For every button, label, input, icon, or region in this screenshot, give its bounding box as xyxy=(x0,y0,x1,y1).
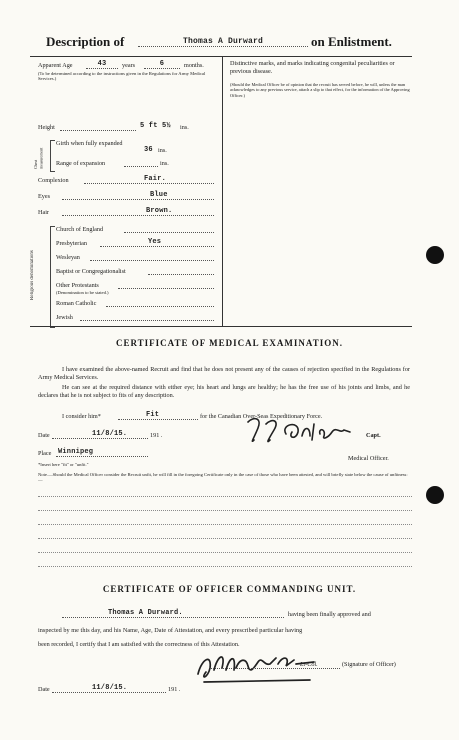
presbyterian-value: Yes xyxy=(148,238,162,246)
signature-of-officer-label: (Signature of Officer) xyxy=(342,661,396,668)
girth-value: 36 xyxy=(144,146,153,154)
age-months-value: 6 xyxy=(144,60,180,69)
hair-value: Brown. xyxy=(146,207,173,215)
girth-unit: ins. xyxy=(158,147,167,154)
consider-prefix: I consider him* xyxy=(62,413,101,420)
commanding-year-print: 191 . xyxy=(168,686,181,693)
commanding-name-dots xyxy=(62,617,284,618)
jewish-dots xyxy=(80,320,214,321)
distinctive-marks-note: (Should the Medical Officer be of opinion that the recruit has served before, he will, unless the man acknowledges to any previous service, attach a slip to that effect, for the information of the Approving Officer.) xyxy=(230,82,410,98)
medical-officer-rank: Capt. xyxy=(366,432,381,439)
medical-year-print: 191 . xyxy=(150,432,163,439)
chest-label: Chest measurement xyxy=(33,147,44,169)
wesleyan-dots xyxy=(90,260,214,261)
cause-line-1 xyxy=(38,496,412,497)
top-rule xyxy=(30,56,412,57)
co-signature-dots xyxy=(210,668,340,669)
religion-wesleyan: Wesleyan xyxy=(56,254,80,261)
religion-other-note: (Denomination to be stated.) xyxy=(56,290,109,295)
chest-bracket xyxy=(50,140,55,172)
other-dots xyxy=(118,288,214,289)
cause-line-2 xyxy=(38,510,412,511)
height-label: Height xyxy=(38,124,55,131)
distinctive-marks-label: Distinctive marks, and marks indicating congenital peculiarities or previous disease. xyxy=(230,60,395,75)
church-dots xyxy=(124,232,214,233)
hair-dots xyxy=(62,215,214,216)
age-note: (To be determined according to the instructions given in the Regulations for Army Medical Services.) xyxy=(38,71,206,82)
girth-label: Girth when fully expanded xyxy=(56,140,123,147)
place-label: Place xyxy=(38,450,52,457)
complexion-dots xyxy=(84,183,214,184)
header-prefix: Description of xyxy=(46,34,125,49)
religion-label: Religious denominations xyxy=(30,250,35,300)
eyes-label: Eyes xyxy=(38,193,51,200)
commanding-date-value: 11/8/15. xyxy=(92,684,128,692)
months-label: months. xyxy=(184,62,204,69)
religion-bracket xyxy=(50,226,55,328)
years-label: years xyxy=(122,62,136,69)
religion-presbyterian: Presbyterian xyxy=(56,240,87,247)
commanding-date-label: Date xyxy=(38,686,50,693)
fit-footnote: *Insert here "fit" or "unfit." xyxy=(38,462,89,467)
medical-officer-label: Medical Officer. xyxy=(348,455,389,462)
cause-line-4 xyxy=(38,538,412,539)
religion-jewish: Jewish xyxy=(56,314,73,321)
medical-para1: I have examined the above-named Recruit and find that he does not present any of the causes of rejection specified in the Regulations for Army Medical Services. xyxy=(38,366,410,381)
medical-heading: CERTIFICATE OF MEDICAL EXAMINATION. xyxy=(115,338,344,348)
cause-line-6 xyxy=(38,566,412,567)
punch-hole-upper xyxy=(426,246,444,264)
commanding-date-dots xyxy=(52,692,166,693)
commanding-heading: CERTIFICATE OF OFFICER COMMANDING UNIT. xyxy=(102,584,357,594)
height-value: 5 ft 5½ xyxy=(140,122,171,130)
eyes-value: Blue xyxy=(150,191,168,199)
place-value: Winnipeg xyxy=(58,448,94,456)
apparent-age-label: Apparent Age xyxy=(38,62,73,69)
consider-dots xyxy=(118,419,198,420)
height-unit: ins. xyxy=(180,124,189,131)
expansion-label: Range of expansion xyxy=(56,160,106,167)
fitness-value: Fit xyxy=(146,411,160,419)
age-years-value: 43 xyxy=(86,60,118,69)
commanding-line3: been recorded, I certify that I am satisfied with the correctness of this Attestation. xyxy=(38,641,240,648)
height-dots xyxy=(60,130,136,131)
religion-other: Other Protestants xyxy=(56,282,99,289)
medical-date-dots xyxy=(52,438,148,439)
commanding-line2: inspected by me this day, and his Name, Age, Date of Attestation, and every prescribed particular having xyxy=(38,627,303,634)
place-dots xyxy=(56,456,148,457)
cause-line-3 xyxy=(38,524,412,525)
expansion-unit: ins. xyxy=(160,160,169,167)
eyes-dots xyxy=(62,199,214,200)
complexion-label: Complexion xyxy=(38,177,69,184)
recruit-name: Thomas A Durward xyxy=(138,37,308,47)
header-suffix: on Enlistment. xyxy=(311,34,392,49)
commanding-name: Thomas A Durward. xyxy=(108,609,183,617)
cause-line-5 xyxy=(38,552,412,553)
medical-date-value: 11/8/15. xyxy=(92,430,128,438)
column-divider xyxy=(222,56,223,326)
medical-officer-signature xyxy=(240,414,360,448)
unfit-note: Note.—Should the Medical Officer consider the Recruit unfit, he will fill in the foregoing Certificate only in the case of those who have been attested, and will briefly state below the cause of unfitness:— xyxy=(38,472,408,483)
commanding-rank: Lt-Col. xyxy=(300,661,318,668)
baptist-dots xyxy=(148,274,214,275)
commanding-line1-suffix: having been finally approved and xyxy=(288,611,371,618)
catholic-dots xyxy=(106,306,214,307)
religion-church-of-england: Church of England xyxy=(56,226,104,233)
religion-baptist: Baptist or Congregationalist xyxy=(56,268,126,275)
punch-hole-lower xyxy=(426,486,444,504)
religion-catholic: Roman Catholic xyxy=(56,300,97,307)
complexion-value: Fair. xyxy=(144,175,167,183)
presbyterian-dots xyxy=(100,246,214,247)
medical-date-label: Date xyxy=(38,432,50,439)
medical-para2: He can see at the required distance with either eye; his heart and lungs are healthy; he has the free use of his joints and limbs, and he declares that he is not subject to fits of any description. xyxy=(38,384,410,399)
consider-suffix: for the Canadian Over-Seas Expeditionary Force. xyxy=(200,413,323,420)
expansion-dots xyxy=(124,166,158,167)
upper-bottom-rule xyxy=(30,326,412,327)
hair-label: Hair xyxy=(38,209,49,216)
